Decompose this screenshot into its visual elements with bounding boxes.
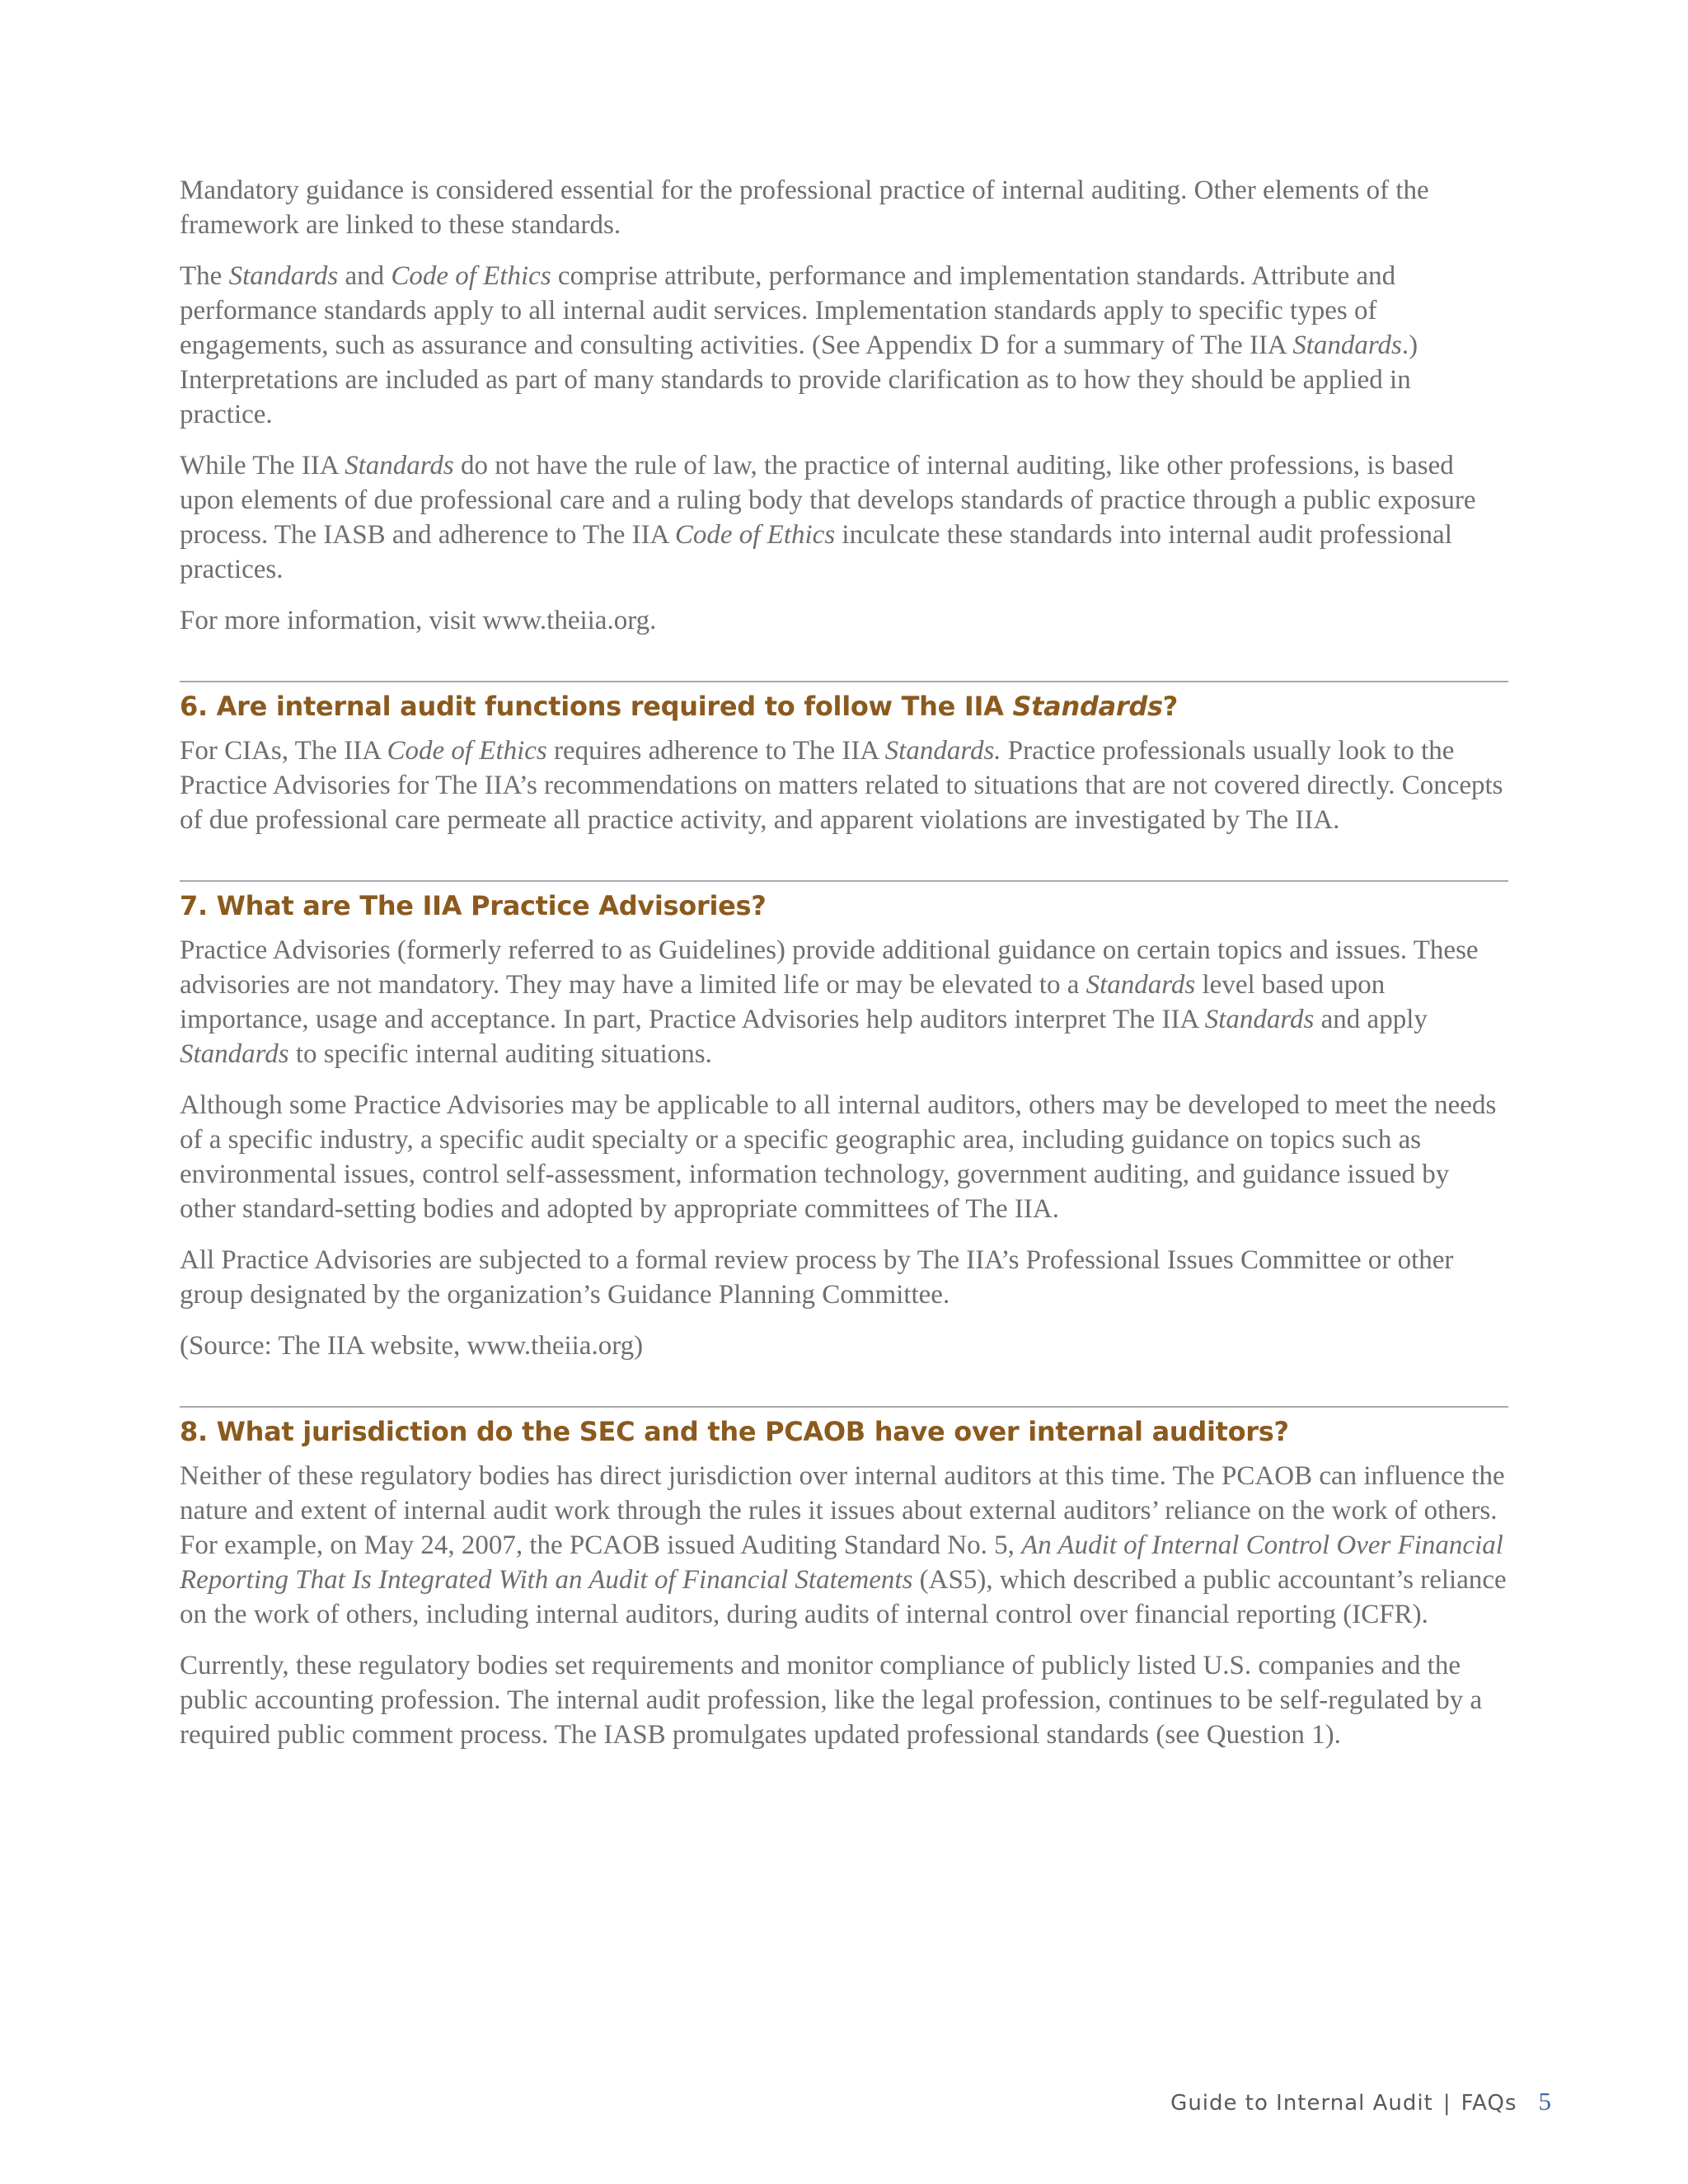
question-7-section	[180, 880, 1508, 1363]
italic-run: Standards	[1292, 330, 1402, 360]
text-run: Practice professionals usually look to the Practice Advisories for The IIA’s recommendations on matters related to situations that are not covered directly. Concepts of due professional care permeate all practice activity, and apparent violations are investigated by The IIA.	[180, 736, 1503, 835]
page-footer	[1170, 2087, 1552, 2116]
text-run: For CIAs, The IIA	[180, 736, 387, 766]
question-8-section	[180, 1406, 1508, 1752]
question-7-heading: 7. What are The IIA Practice Advisories?	[180, 890, 767, 921]
footer-section: FAQs	[1461, 2091, 1517, 2116]
italic-run: Standards	[1204, 1005, 1315, 1034]
question-6-heading	[180, 687, 1508, 725]
text-run: .) Interpretations are included as part of many standards to provide clarification as to how they should be applied in practice.	[180, 330, 1418, 429]
intro-paragraph-2	[180, 259, 1508, 432]
text-run: Practice Advisories (formerly referred to as Guidelines) provide additional guidance on certain topics and issues. These advisories are not mandatory. They may have a limited life or may be elevated to a	[180, 935, 1479, 1000]
text-run: Neither of these regulatory bodies has direct jurisdiction over internal auditors at this time. The PCAOB can influence the nature and extent of internal audit work through the rules it issues about external auditors’ reliance on the work of others. For example, on May 24, 2007, the PCAOB issued Auditing Standard No. 5,	[180, 1461, 1505, 1560]
text-run: inculcate these standards into internal audit professional practices.	[180, 520, 1452, 584]
heading-run: ?	[1162, 691, 1178, 722]
page-content	[180, 173, 1508, 1769]
question-8-heading: 8. What jurisdiction do the SEC and the PCAOB have over internal auditors?	[180, 1416, 1289, 1447]
italic-run: Standards.	[884, 736, 1001, 766]
heading-italic-run: Standards	[1012, 691, 1163, 722]
text-run: (AS5), which described a public accountant’s reliance on the work of others, including internal auditors, during audits of internal control over financial reporting (ICFR).	[180, 1565, 1507, 1629]
intro-paragraph-4: For more information, visit www.theiia.org.	[180, 606, 657, 635]
intro-paragraph-1: Mandatory guidance is considered essential for the professional practice of internal auditing. Other elements of the framework are linked to these standards.	[180, 176, 1429, 240]
page-number: 5	[1538, 2087, 1552, 2116]
text-run: comprise attribute, performance and implementation standards. Attribute and performance standards apply to all internal audit services. Implementation standards apply to specific types of engagements, such as assurance and consulting activities. (See Appendix D for a summary of The IIA	[180, 261, 1396, 360]
italic-run: An Audit of Internal Control Over Financial Reporting That Is Integrated With an Audit of Financial Statements	[180, 1530, 1503, 1595]
question-6-answer	[180, 733, 1508, 837]
italic-run: Standards	[345, 451, 454, 480]
italic-run: Standards	[228, 261, 339, 291]
question-8-answer-1	[180, 1459, 1508, 1632]
text-run: and	[338, 261, 392, 291]
heading-run: 6. Are internal audit functions required to follow The IIA	[180, 691, 1013, 722]
footer-separator: |	[1442, 2091, 1451, 2116]
question-7-answer-2: Although some Practice Advisories may be applicable to all internal auditors, others may be developed to meet the needs of a specific industry, a specific audit specialty or a specific geographic area, including guidance on topics such as environmental issues, control self-assessment, information technology, government auditing, and guidance issued by other standard-setting bodies and adopted by appropriate committees of The IIA.	[180, 1090, 1497, 1224]
italic-run: Code of Ethics	[387, 736, 547, 766]
text-run: requires adherence to The IIA	[546, 736, 885, 766]
italic-run: Standards	[180, 1039, 289, 1069]
italic-run: Code of Ethics	[391, 261, 551, 291]
italic-run: Standards	[1085, 970, 1196, 1000]
question-7-answer-3: All Practice Advisories are subjected to a formal review process by The IIA’s Professional Issues Committee or other group designated by the organization’s Guidance Planning Committee.	[180, 1245, 1454, 1310]
text-run: and apply	[1314, 1005, 1428, 1034]
question-6-section	[180, 681, 1508, 837]
footer-title: Guide to Internal Audit	[1170, 2091, 1433, 2116]
text-run: level based upon importance, usage and acceptance. In part, Practice Advisories help auditors interpret The IIA	[180, 970, 1386, 1034]
italic-run: Code of Ethics	[674, 520, 836, 550]
intro-paragraph-3	[180, 448, 1508, 587]
question-7-source: (Source: The IIA website, www.theiia.org)	[180, 1331, 644, 1361]
question-8-answer-2: Currently, these regulatory bodies set requirements and monitor compliance of publicly listed U.S. companies and the public accounting profession. The internal audit profession, like the legal profession, continues to be self-regulated by a required public comment process. The IASB promulgates updated professional standards (see Question 1).	[180, 1651, 1483, 1750]
text-run: do not have the rule of law, the practice of internal auditing, like other professions, is based upon elements of due professional care and a ruling body that develops standards of practice through a public exposure process. The IASB and adherence to The IIA	[180, 451, 1476, 550]
question-7-answer-1	[180, 933, 1508, 1071]
text-run: to specific internal auditing situations.	[288, 1039, 712, 1069]
text-run: While The IIA	[180, 451, 345, 480]
text-run: The	[180, 261, 229, 291]
